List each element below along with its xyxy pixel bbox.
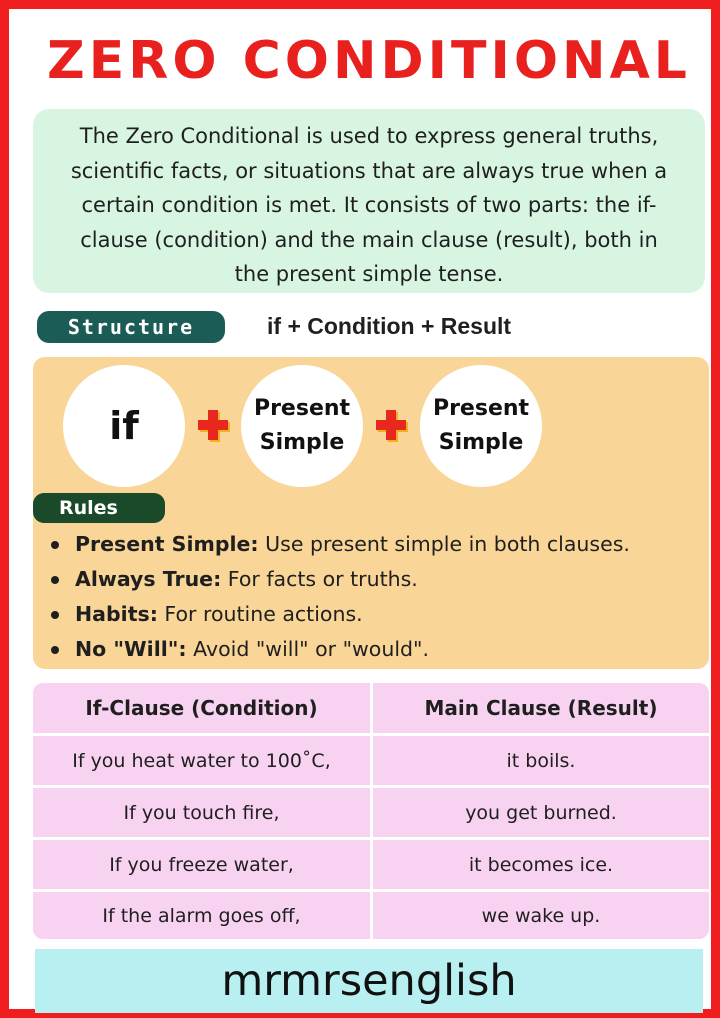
rule-item [49,632,705,667]
if-circle-label: if [109,404,139,448]
rule-term: Always True: [75,567,222,591]
rule-item [49,597,705,632]
table-row [33,892,709,939]
rule-text: For facts or truths. [221,567,418,591]
table-cell-condition: If you heat water to 100˚C, [33,736,370,785]
if-circle [63,365,185,487]
footer-brand: mrmrsenglish [35,949,703,1013]
present-simple-circle-2-line1: Present [432,396,530,421]
page-title: ZERO CONDITIONAL [47,31,691,91]
rule-term: No "Will": [75,637,187,661]
present-simple-circle-1-line2: Simple [259,430,345,455]
rule-text: Avoid "will" or "would". [186,637,429,661]
rule-item [49,562,705,597]
plus-icon [371,405,411,445]
structure-label: Structure [37,311,225,343]
table-cell-condition: If you freeze water, [33,840,370,889]
rule-term: Habits: [75,602,158,626]
table-row [33,840,709,889]
plus-icon [193,405,233,445]
rule-term: Present Simple: [75,532,259,556]
table-header-row [33,683,709,733]
present-simple-circle-1 [241,365,363,487]
table-cell-result: we wake up. [373,892,709,939]
rule-item [49,527,705,562]
examples-table [33,683,709,939]
table-header-result: Main Clause (Result) [373,683,709,733]
present-simple-circle-2-line2: Simple [438,430,524,455]
table-cell-condition: If you touch fire, [33,788,370,837]
table-header-condition: If-Clause (Condition) [33,683,370,733]
intro-text: The Zero Conditional is used to express general truths, scientific facts, or situations that are always true when a certain condition is met. It consists of two parts: the if-clause (condition) and the main clause (result), both in the present simple tense. [33,109,705,293]
rule-text: For routine actions. [157,602,363,626]
table-cell-result: you get burned. [373,788,709,837]
table-row [33,788,709,837]
table-row [33,736,709,785]
rule-text: Use present simple in both clauses. [258,532,630,556]
present-simple-circle-1-line1: Present [253,396,351,421]
table-cell-result: it boils. [373,736,709,785]
table-cell-result: it becomes ice. [373,840,709,889]
rules-label: Rules [33,493,165,523]
table-cell-condition: If the alarm goes off, [33,892,370,939]
rules-list [49,527,705,667]
structure-formula: if + Condition + Result [267,313,512,339]
present-simple-circle-2 [420,365,542,487]
